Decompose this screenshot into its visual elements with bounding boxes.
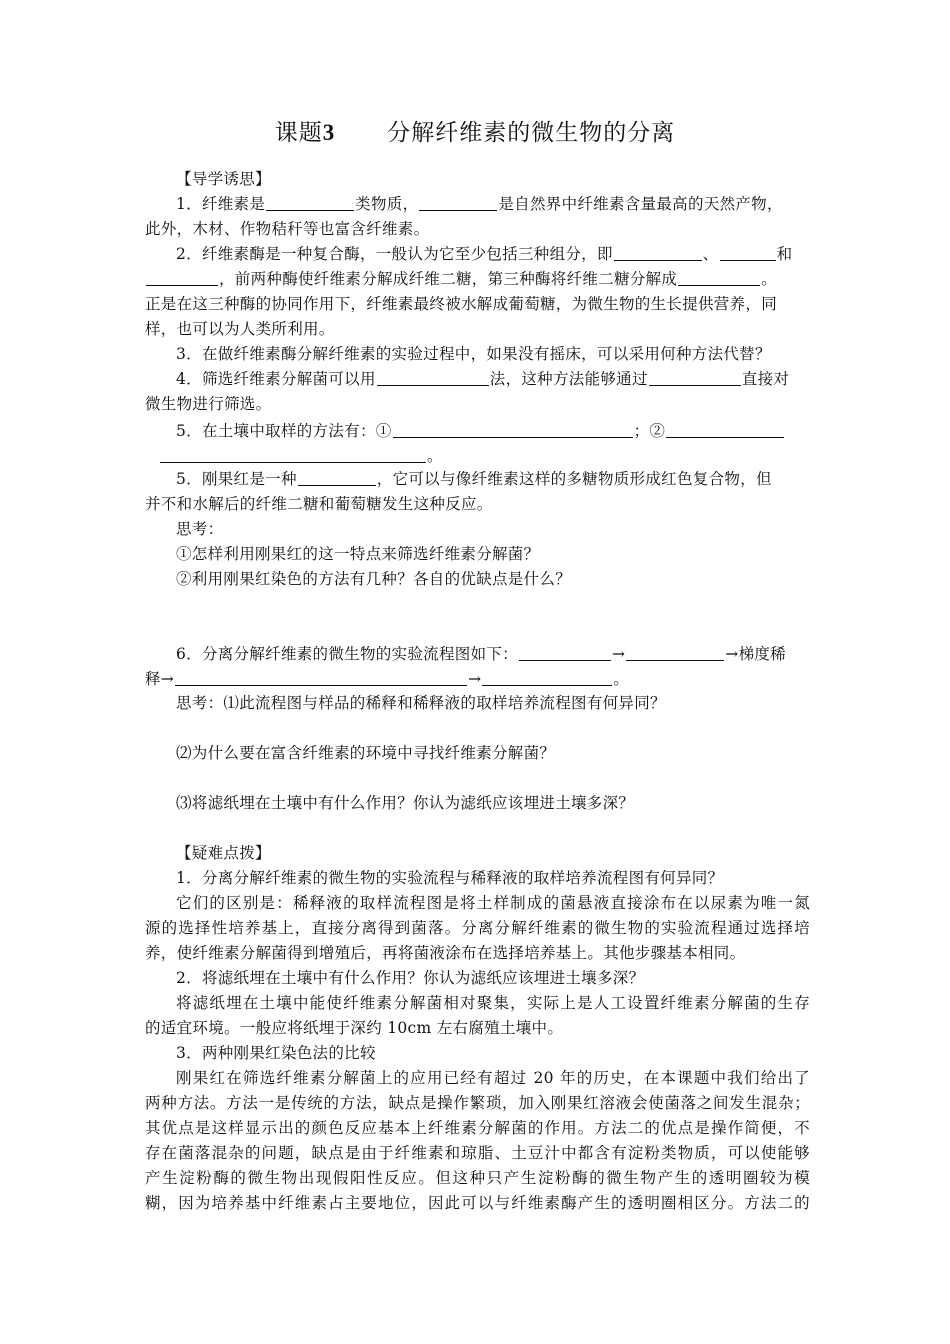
blank[interactable] [146,269,218,286]
blank[interactable] [482,669,612,686]
difficulty-answer-3: 其优点是这样显示出的颜色反应基本上纤维素分解菌的作用。方法二的优点是操作简便，不 [145,1119,810,1137]
difficulty-answer-3: 存在菌落混杂的问题，缺点是由于纤维素和琼脂、土豆汁中都含有淀粉类物质，可以使能够 [145,1144,810,1162]
question-5b-cont: 并不和水解后的纤维二糖和葡萄糖发生这种反应。 [145,495,493,513]
q6-think-2: ⑵为什么要在富含纤维素的环境中寻找纤维素分解菌？ [176,744,556,762]
think-item-1: ①怎样利用刚果红的这一特点来筛选纤维素分解菌？ [176,545,540,563]
question-5: 5．在土壤中取样的方法有：① ；② [176,419,810,444]
blank[interactable] [666,421,784,438]
blank[interactable] [160,446,426,463]
think-label: 思考： [176,520,224,538]
difficulty-answer-2: 的适宜环境。一般应将纸埋于深约 10cm 左右腐殖土壤中。 [145,1019,564,1037]
question-4: 4．筛选纤维素分解菌可以用 法，这种方法能够通过 直接对 [176,370,790,388]
blank[interactable] [649,369,741,386]
question-2-cont: 正是在这三种酶的协同作用下，纤维素最终被水解成葡萄糖，为微生物的生长提供营养，同 [145,295,778,313]
section-heading-guide: 【导学诱思】 [176,170,271,188]
blank[interactable] [678,269,760,286]
question-2: 2．纤维素酶是一种复合酶，一般认为它至少包括三种组分，即 、 和 [176,245,793,263]
question-6: 6．分离分解纤维素的微生物的实验流程图如下： → →梯度稀 [176,645,786,663]
difficulty-answer-3: 两种方法。方法一是传统的方法，缺点是操作繁琐，加入刚果红溶液会使菌落之间发生混杂； [145,1094,810,1112]
q6-think-3: ⑶将滤纸埋在土壤中有什么作用？你认为滤纸应该埋进土壤多深？ [176,794,635,812]
difficulty-question-3: 3．两种刚果红染色法的比较 [176,1044,376,1062]
question-5b: 5．刚果红是一种 ，它可以与像纤维素这样的多糖物质形成红色复合物，但 [176,470,772,488]
difficulty-question-2: 2．将滤纸埋在土壤中有什么作用？你认为滤纸应该埋进土壤多深？ [176,969,645,987]
blank[interactable] [393,421,633,438]
question-1-cont: 此外，木材、作物秸秆等也富含纤维素。 [145,220,430,238]
page-title: 课题3 分解纤维素的微生物的分离 [274,120,676,146]
question-2-cont: 样，也可以为人类所利用。 [145,320,335,338]
think-item-2: ②利用刚果红染色的方法有几种？各自的优缺点是什么？ [176,570,572,588]
blank[interactable] [614,244,702,261]
difficulty-answer-1: 源的选择性培养基上，直接分离得到菌落。分离分解纤维素的微生物的实验流程通过选择培 [145,919,810,937]
question-1: 1．纤维素是 类物质， 是自然界中纤维素含量最高的天然产物， [176,195,783,213]
difficulty-question-1: 1．分离分解纤维素的微生物的实验流程与稀释液的取样培养流程图有何异同？ [176,869,724,887]
blank[interactable] [175,669,467,686]
difficulty-answer-3: 糊，因为培养基中纤维素占主要地位，因此可以与纤维素酶产生的透明圈相区分。方法二的 [145,1194,810,1212]
question-3: 3．在做纤维素酶分解纤维素的实验过程中，如果没有摇床，可以采用何种方法代替？ [176,345,771,363]
q6-think-1: 思考：⑴此流程图与样品的稀释和稀释液的取样培养流程图有何异同？ [176,694,666,712]
section-heading-difficulty: 【疑难点拨】 [176,844,271,862]
difficulty-answer-2: 将滤纸埋在土壤中能使纤维素分解菌相对聚集，实际上是人工设置纤维素分解菌的生存 [176,994,810,1012]
blank[interactable] [626,644,724,661]
blank[interactable] [266,194,354,211]
question-2-cont: ，前两种酶使纤维素分解成纤维二糖，第三种酶将纤维二糖分解成 。 [145,267,810,292]
question-4-cont: 微生物进行筛选。 [145,395,272,413]
difficulty-answer-1: 它们的区别是：稀释液的取样流程图是将土样制成的菌悬液直接涂布在以尿素为唯一氮 [176,894,810,912]
blank[interactable] [419,194,497,211]
difficulty-answer-3: 产生淀粉酶的微生物出现假阳性反应。但这种只产生淀粉酶的微生物产生的透明圈较为模 [145,1169,810,1187]
blank[interactable] [298,469,376,486]
blank[interactable] [720,244,776,261]
blank[interactable] [519,644,611,661]
difficulty-answer-3: 刚果红在筛选纤维素分解菌上的应用已经有超过 20 年的历史，在本课题中我们给出了 [176,1069,810,1087]
question-6-cont: 释→ → 。 [145,670,630,688]
blank[interactable] [377,369,489,386]
question-5-cont: 。 [145,444,810,469]
difficulty-answer-1: 养，使纤维素分解菌得到增殖后，再将菌液涂布在选择培养基上。其他步骤基本相同。 [145,944,746,962]
